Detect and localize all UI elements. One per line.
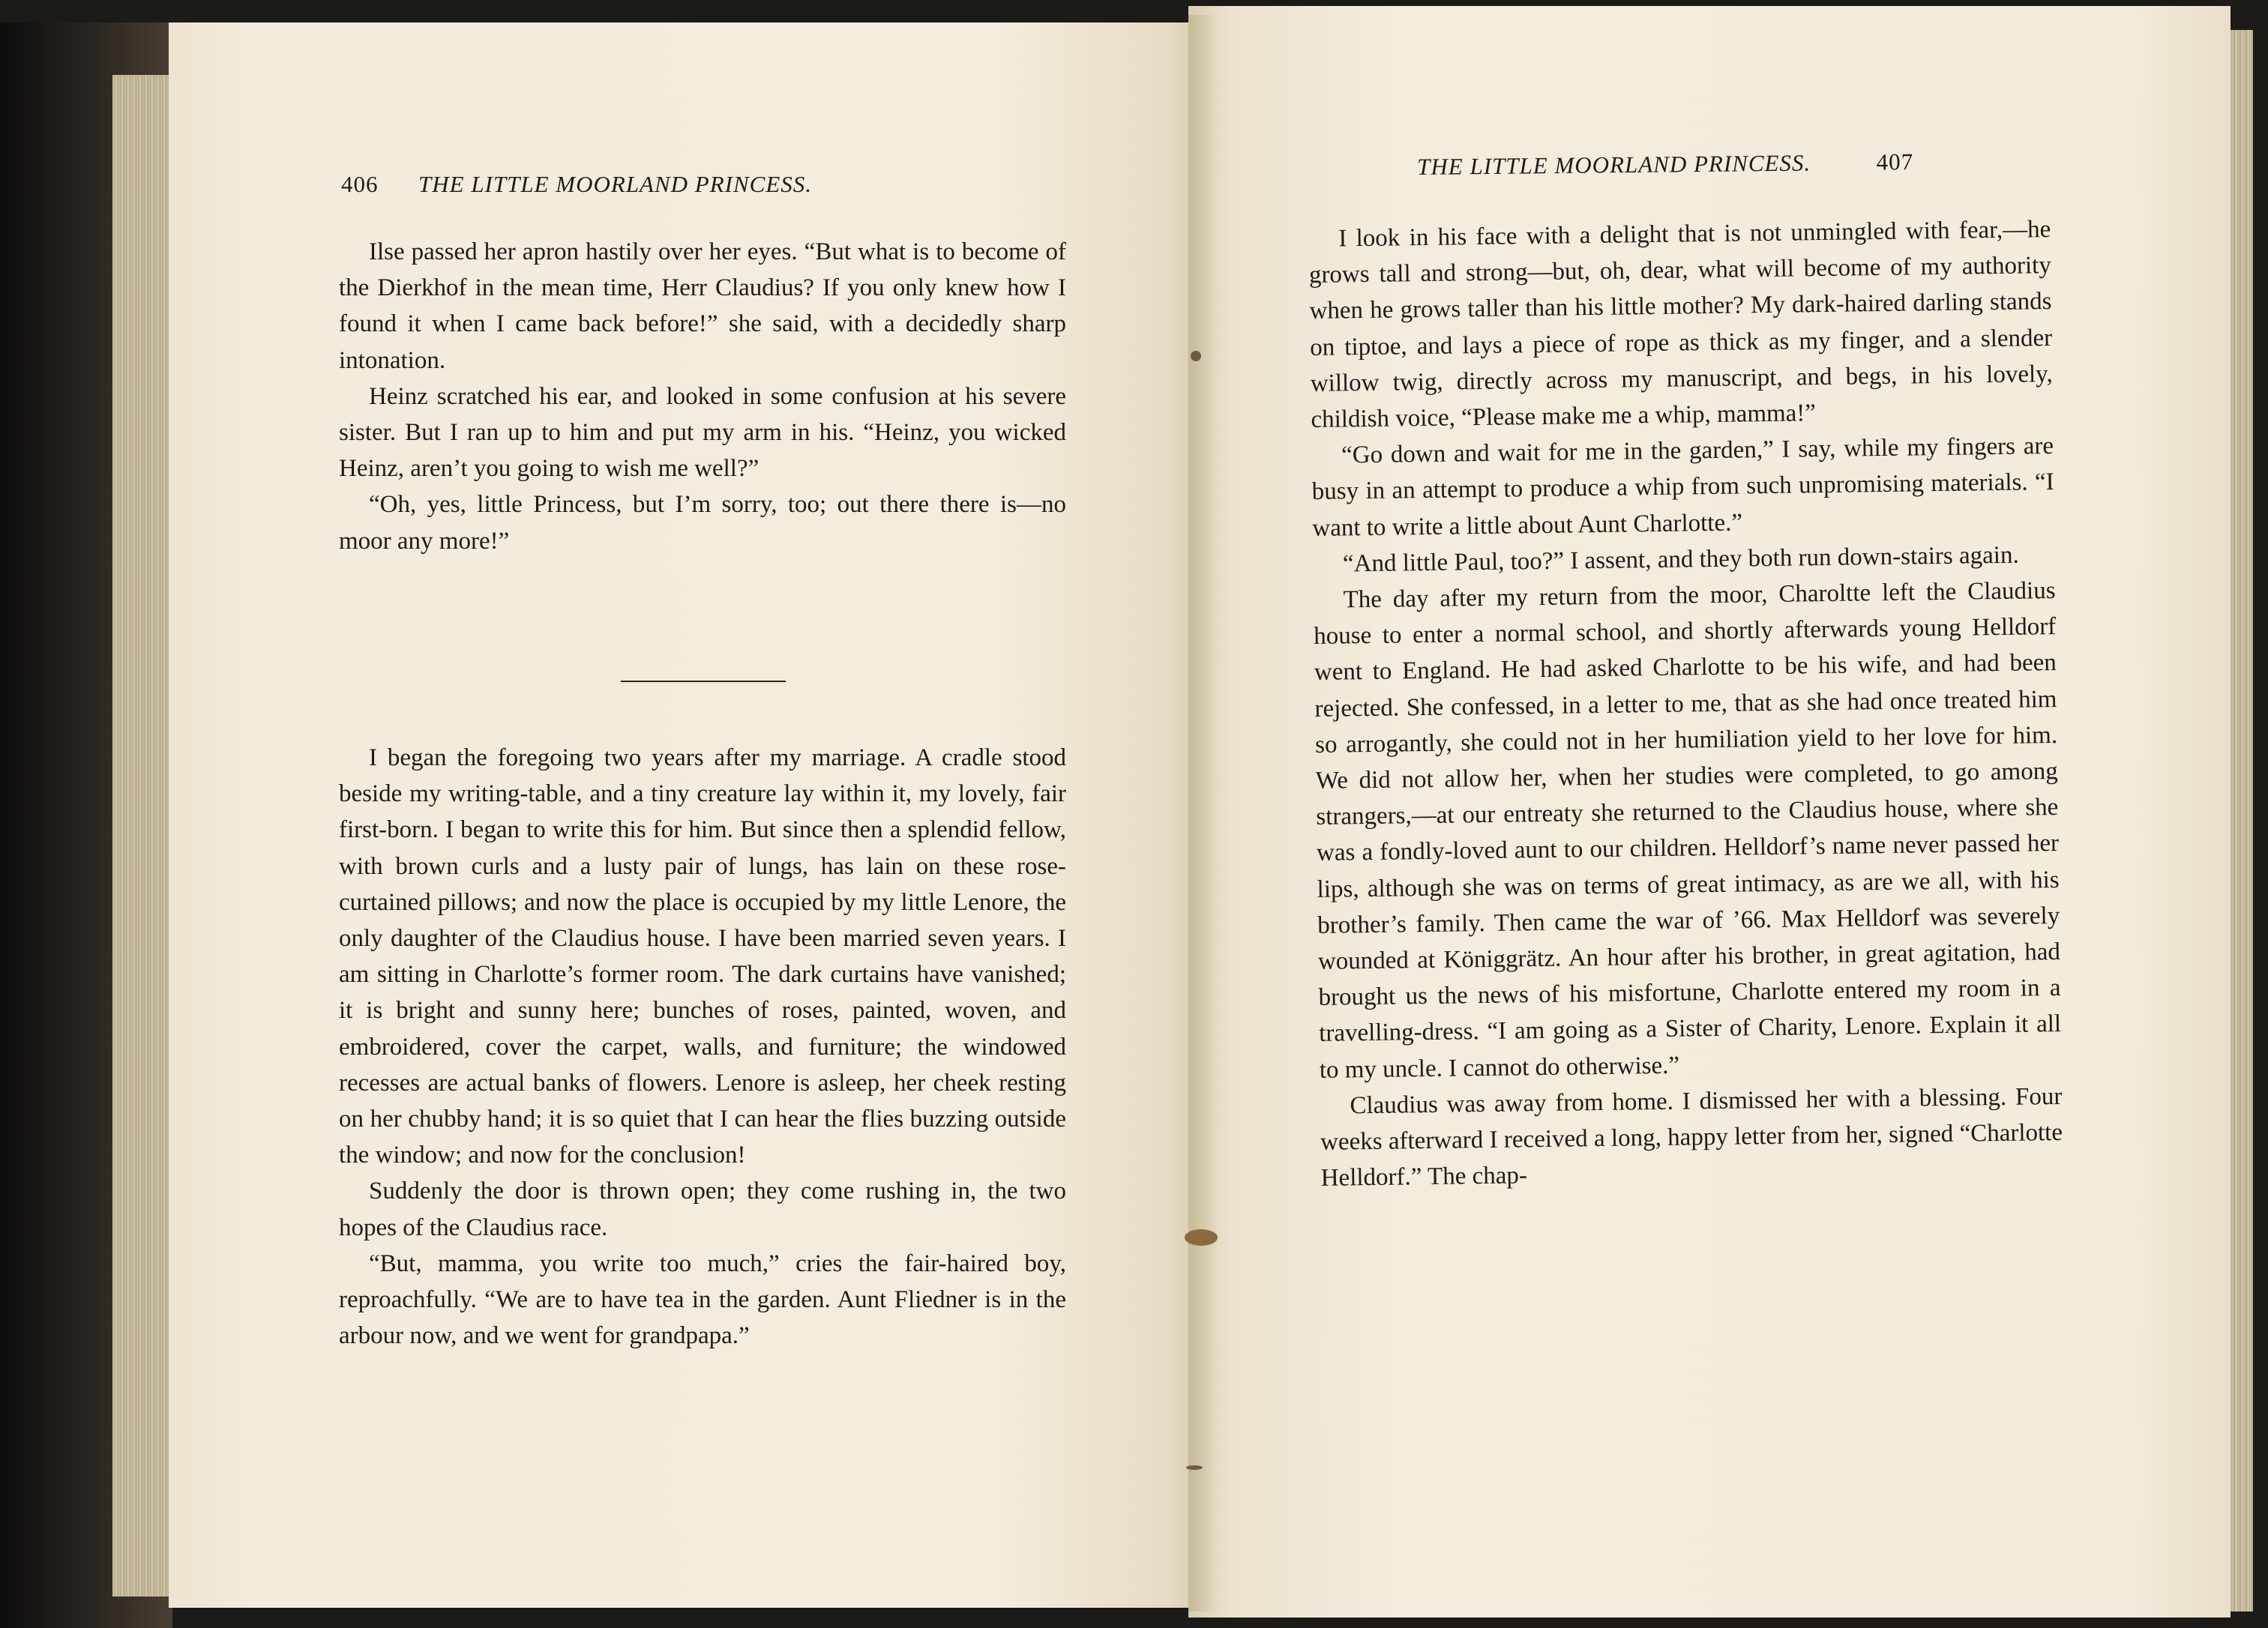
left-page-number: 406 [341,171,379,197]
paragraph: “But, mamma, you write too much,” cries the fair-haired boy, reproachfully. “We are to have tea in the garden. Aunt Fliedner is in the arbour now, and we went for grandpapa.” [339,1249,1066,1350]
paragraph: Claudius was away from home. I dismissed her with a blessing. Four weeks afterward I received a long, happy letter from her, signed “Charlotte Helldorf.” The chap- [1320,1082,2063,1193]
paragraph: The day after my return from the moor, Charoltte left the Claudius house to enter a normal school, and shortly afterwards young Helldorf went to England. He had asked Charlotte to be his wife, and had been rejected. She confessed, in a letter to me, that as she had once treated him so arrogantly, she could not in her humiliation yield to her love for him. We did not allow her, when her studies were completed, to go among strangers,—at our entreaty she returned to the Claudius house, where she was a fondly-loved aunt to our children. Helldorf’s name never passed her lips, although she was on terms of great intimacy, as are we all, with his brother’s family. Then came the war of ’66. Max Helldorf was severely wounded at Königgrätz. An hour after his brother, in great agitation, had brought us the news of his misfortune, Charlotte entered my room in a travelling-dress. “I am going as a Sister of Charity, Lenore. Explain it all to my uncle. I cannot do otherwise.” [1314,577,2062,1084]
right-text [1308,211,2063,1196]
right-running-header [1417,148,1913,181]
paragraph: I began the foregoing two years after my marriage. A cradle stood beside my writing-table, and a tiny creature lay within it, my lovely, fair first-born. I began to write this for him. But since then a splendid fellow, with brown curls and a lusty pair of lungs, has lain on these rose-curtained pillows; and now the place is occupied by my little Lenore, the only daughter of the Claudius house. I have been married seven years. I am sitting in Charlotte’s former room. The dark curtains have vanished; it is bright and sunny here; bunches of roses, painted, woven, and embroidered, cover the carpet, walls, and furniture; the windowed recesses are actual banks of flowers. Lenore is asleep, her cheek resting on her chubby hand; it is so quiet that I can hear the flies buzzing outside the window; and now for the conclusion! [339,744,1066,1169]
paragraph: Heinz scratched his ear, and looked in some confusion at his severe sister. But I ran up to him and put my arm in his. “Heinz, you wicked Heinz, aren’t you going to wish me well?” [339,382,1066,483]
right-running-title: THE LITTLE MOORLAND PRINCESS. [1417,149,1811,180]
left-text-top [339,234,1066,559]
left-running-header [341,171,812,198]
left-text-bottom [339,740,1066,1354]
paragraph: “Oh, yes, little Princess, but I’m sorry, too; out there there is—no moor any more!” [339,491,1066,555]
paragraph: I look in his face with a delight that is not unmingled with fear,—he grows tall and strong—but, oh, dear, what will become of my authority when he grows taller than his little mother? My dark-haired darling stands on tiptoe, and lays a piece of rope as thick as my finger, and a slender willow twig, directly across my manuscript, and begs, in his lovely, childish voice, “Please make me a whip, mamma!” [1308,216,2053,433]
page-edges-left [112,75,172,1597]
paragraph: Ilse passed her apron hastily over her eyes. “But what is to become of the Dierkhof in the mean time, Herr Claudius? If you only knew how I found it when I came back before!” she said, with a decidedly sharp intonation. [339,238,1066,374]
left-running-title: THE LITTLE MOORLAND PRINCESS. [418,171,813,197]
paragraph: “And little Paul, too?” I assent, and they both run down-stairs again. [1342,541,2019,578]
book-gutter [1188,15,1218,1612]
binding-thread-mark [1186,1465,1203,1470]
section-divider-rule [621,681,786,682]
right-page-number: 407 [1876,148,1914,175]
paragraph: Suddenly the door is thrown open; they come rushing in, the two hopes of the Claudius race. [339,1178,1066,1241]
binding-thread-mark [1191,351,1201,361]
paragraph: “Go down and wait for me in the garden,” I say, while my fingers are busy in an attempt to produce a whip from such unpromising materials. “I want to write a little about Aunt Charlotte.” [1311,432,2054,542]
binding-thread-knot [1185,1229,1218,1246]
